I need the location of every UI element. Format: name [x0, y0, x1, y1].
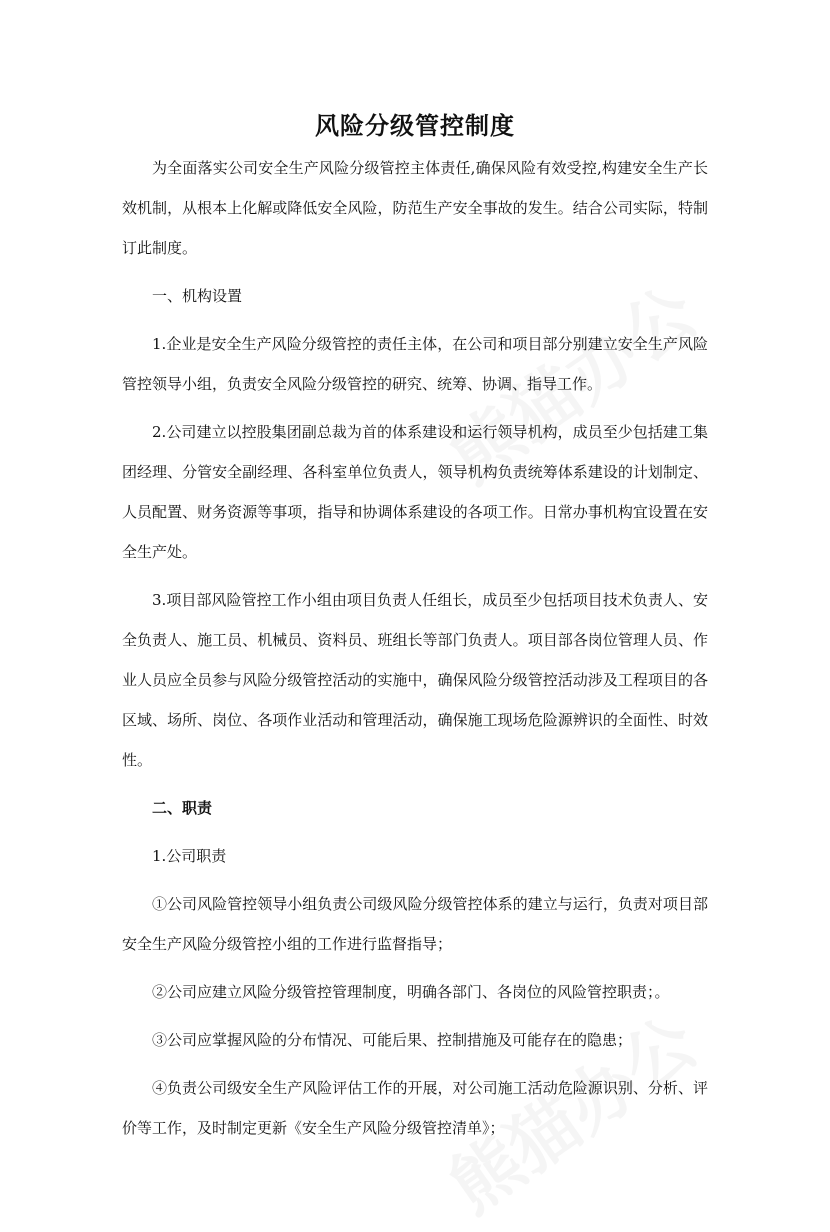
duty-item-1: ①公司风险管控领导小组负责公司级风险分级管控体系的建立与运行，负责对项目部安全生产风险分级管控小组的工作进行监督指导； — [122, 895, 708, 953]
paragraph-org-2: 2.公司建立以控股集团副总裁为首的体系建设和运行领导机构，成员至少包括建工集团经理、分管安全副经理、各科室单位负责人，领导机构负责统筹体系建设的计划制定、人员配置、财务资源等事项，指导和协调体系建设的各项工作。日常办事机构宜设置在安全生产处。 — [122, 423, 708, 561]
duty-item-2: ②公司应建立风险分级管控管理制度，明确各部门、各岗位的风险管控职责；。 — [152, 983, 670, 1001]
intro-paragraph: 为全面落实公司安全生产风险分级管控主体责任,确保风险有效受控,构建安全生产长效机制，从根本上化解或降低安全风险，防范生产安全事故的发生。结合公司实际，特制订此制度。 — [122, 159, 708, 257]
paragraph-org-3: 3.项目部风险管控工作小组由项目负责人任组长，成员至少包括项目技术负责人、安全负责人、施工员、机械员、资料员、班组长等部门负责人。项目部各岗位管理人员、作业人员应全员参与风险分级管控活动的实施中，确保风险分级管控活动涉及工程项目的各区域、场所、岗位、各项作业活动和管理活动，确保施工现场危险源辨识的全面性、时效性。 — [122, 591, 708, 769]
document-title: 风险分级管控制度 — [315, 111, 515, 140]
duty-item-3: ③公司应掌握风险的分布情况、可能后果、控制措施及可能存在的隐患； — [152, 1031, 633, 1049]
section-heading-organization: 一、机构设置 — [152, 287, 243, 305]
section-heading-duties: 二、职责 — [152, 799, 213, 817]
subheading-company-duties: 1.公司职责 — [152, 847, 227, 865]
paragraph-org-1: 1.企业是安全生产风险分级管控的责任主体，在公司和项目部分别建立安全生产风险管控领导小组，负责安全风险分级管控的研究、统筹、协调、指导工作。 — [122, 335, 708, 393]
duty-item-4: ④负责公司级安全生产风险评估工作的开展，对公司施工活动危险源识别、分析、评价等工作，及时制定更新《安全生产风险分级管控清单》； — [122, 1079, 708, 1137]
